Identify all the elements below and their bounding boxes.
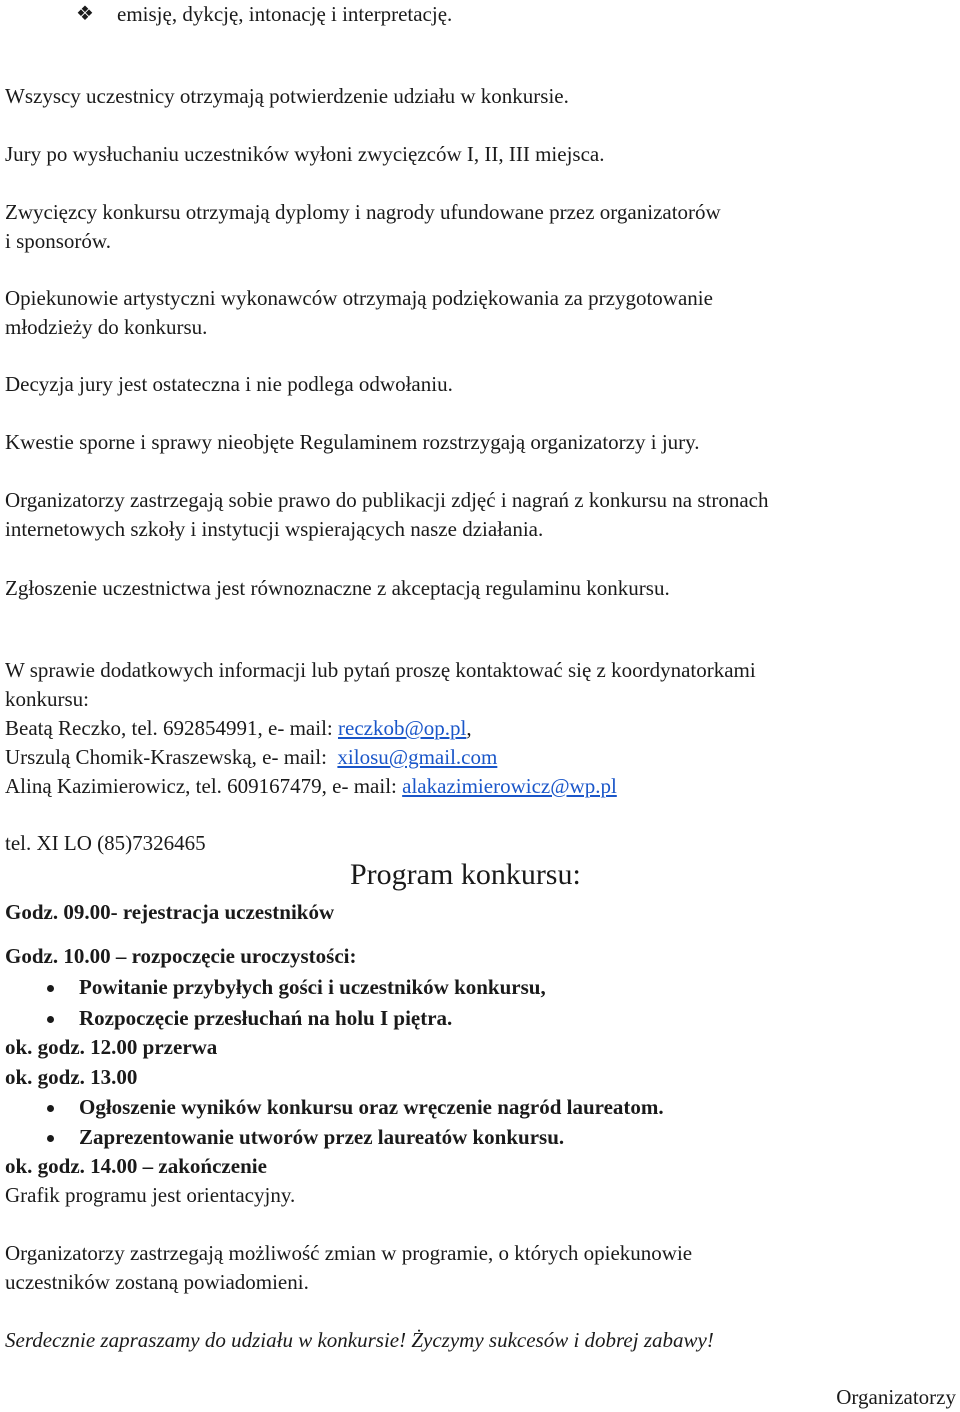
paragraph-publication-line2: internetowych szkoły i instytucji wspierających nasze działania. bbox=[5, 517, 544, 541]
paragraph-certificates: Wszyscy uczestnicy otrzymają potwierdzenie udziału w konkursie. bbox=[5, 84, 569, 108]
contact-reczko-text: Beatą Reczko, tel. 692854991, e- mail: bbox=[5, 716, 338, 740]
paragraph-tutors-line2: młodzieży do konkursu. bbox=[5, 315, 208, 339]
program-results-item-awards-text: Ogłoszenie wyników konkursu oraz wręczenie nagród laureatom. bbox=[79, 1095, 664, 1119]
bullet-dot-icon bbox=[47, 1135, 54, 1142]
intro-bullet-text: emisję, dykcję, intonację i interpretację. bbox=[117, 2, 453, 26]
contact-intro-line2: konkursu: bbox=[5, 687, 89, 711]
paragraph-jury-final: Decyzja jury jest ostateczna i nie podlega odwołaniu. bbox=[5, 372, 453, 396]
contact-reczko-tail: , bbox=[466, 716, 472, 740]
paragraph-publication-line1: Organizatorzy zastrzegają sobie prawo do publikacji zdjęć i nagrań z konkursu na stronach bbox=[5, 488, 769, 512]
closing-invitation: Serdecznie zapraszamy do udziału w konkursie! Życzymy sukcesów i dobrej zabawy! bbox=[5, 1328, 714, 1352]
bullet-dot-icon bbox=[47, 1016, 54, 1023]
contact-reczko bbox=[5, 714, 472, 743]
email-link-reczko[interactable]: reczkob@op.pl bbox=[338, 716, 467, 740]
paragraph-prizes-line2: i sponsorów. bbox=[5, 229, 111, 253]
contact-chomik bbox=[5, 743, 497, 772]
program-results-time: ok. godz. 13.00 bbox=[5, 1065, 138, 1089]
program-title: Program konkursu: bbox=[350, 858, 581, 891]
contact-intro-line1: W sprawie dodatkowych informacji lub pytań proszę kontaktować się z koordynatorkami bbox=[5, 658, 756, 682]
bullet-dot-icon bbox=[47, 1105, 54, 1112]
bullet-dot-icon bbox=[47, 985, 54, 992]
program-ending: ok. godz. 14.00 – zakończenie bbox=[5, 1154, 267, 1178]
program-break: ok. godz. 12.00 przerwa bbox=[5, 1035, 218, 1059]
program-opening-item-welcome-text: Powitanie przybyłych gości i uczestników konkursu, bbox=[79, 975, 546, 999]
program-registration: Godz. 09.00- rejestracja uczestników bbox=[5, 900, 335, 924]
contact-kazimierowicz bbox=[5, 772, 617, 801]
school-phone: tel. XI LO (85)7326465 bbox=[5, 831, 206, 855]
program-note: Grafik programu jest orientacyjny. bbox=[5, 1183, 296, 1207]
paragraph-jury-winners: Jury po wysłuchaniu uczestników wyłoni zwycięzców I, II, III miejsca. bbox=[5, 142, 605, 166]
diamond-bullet-icon: ❖ bbox=[76, 1, 94, 25]
email-link-chomik[interactable]: xilosu@gmail.com bbox=[337, 745, 498, 769]
program-opening: Godz. 10.00 – rozpoczęcie uroczystości: bbox=[5, 944, 357, 968]
closing-changes-line1: Organizatorzy zastrzegają możliwość zmian w programie, o których opiekunowie bbox=[5, 1241, 693, 1265]
contact-kazimierowicz-text: Aliną Kazimierowicz, tel. 609167479, e- mail: bbox=[5, 774, 403, 798]
contact-chomik-text: Urszulą Chomik-Kraszewską, e- mail: bbox=[5, 745, 338, 769]
program-opening-item-auditions-text: Rozpoczęcie przesłuchań na holu I piętra. bbox=[79, 1006, 453, 1030]
program-results-item-performances-text: Zaprezentowanie utworów przez laureatów konkursu. bbox=[79, 1125, 565, 1149]
paragraph-prizes-line1: Zwycięzcy konkursu otrzymają dyplomy i nagrody ufundowane przez organizatorów bbox=[5, 200, 721, 224]
email-link-kazimierowicz[interactable]: alakazimierowicz@wp.pl bbox=[402, 774, 617, 798]
closing-changes-line2: uczestników zostaną powiadomieni. bbox=[5, 1270, 309, 1294]
paragraph-acceptance: Zgłoszenie uczestnictwa jest równoznaczne z akceptacją regulaminu konkursu. bbox=[5, 576, 670, 600]
paragraph-tutors-line1: Opiekunowie artystyczni wykonawców otrzymają podziękowania za przygotowanie bbox=[5, 286, 713, 310]
paragraph-disputes: Kwestie sporne i sprawy nieobjęte Regulaminem rozstrzygają organizatorzy i jury. bbox=[5, 430, 700, 454]
signature: Organizatorzy bbox=[836, 1385, 956, 1409]
